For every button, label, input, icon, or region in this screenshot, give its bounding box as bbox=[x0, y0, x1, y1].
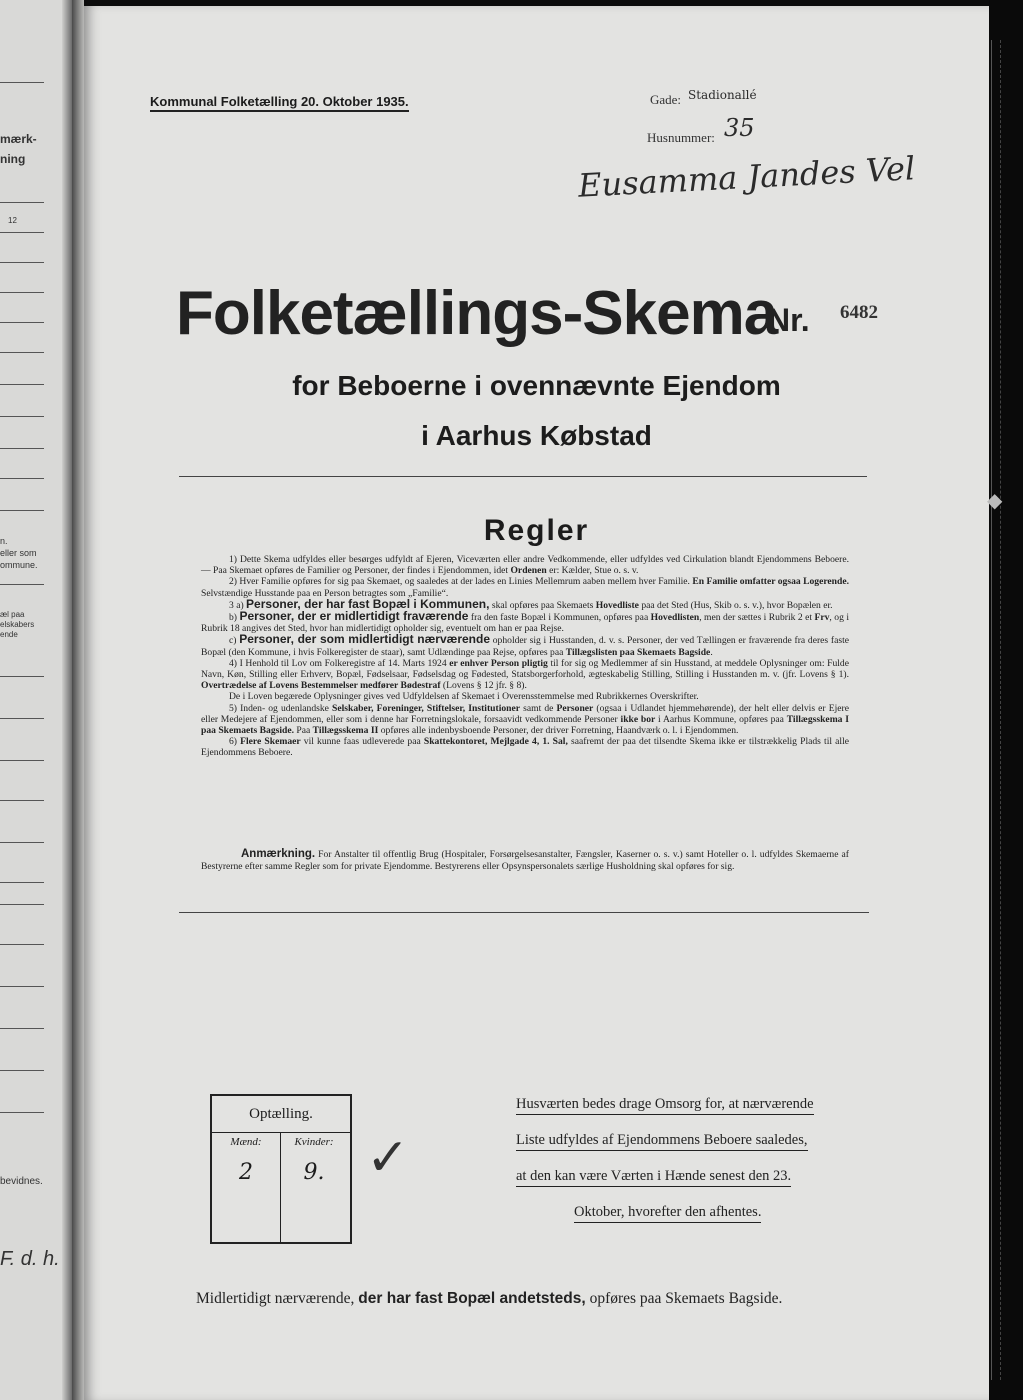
facing-page-rule bbox=[0, 1070, 44, 1071]
rule-paragraph: 2) Hver Familie opføres for sig paa Skemaet, og saaledes at der lades en Linies Mellemrum aaben mellem hver Familie. En Familie omfatter ogsaa Logerende. Selvstændige Husstande paa en Person betragtes som „Familie“. bbox=[201, 576, 849, 599]
facing-page-rule bbox=[0, 232, 44, 233]
form-subtitle: for Beboerne i ovennævnte Ejendom bbox=[292, 370, 781, 401]
facing-page-rule bbox=[0, 718, 44, 719]
rule-paragraph: c) Personer, der som midlertidigt nærværende opholder sig i Husstanden, d. v. s. Personer, der ved Tællingen er fraværende fra deres faste Bopæl (den Kommune, i hvis Folkeregister de staar), samt Udlændinge paa Rejse, opføres paa Tillægslisten paa Skemaets Bagside. bbox=[201, 632, 850, 658]
facing-page-fragment bbox=[0, 0, 72, 1400]
facing-page-rule bbox=[0, 882, 44, 883]
rule-paragraph: 4) I Henhold til Lov om Folkeregistre af 14. Marts 1924 er enhver Person pligtig til for sig og Medlemmer af sin Husstand, at meddele Oplysninger om: Fulde Navn, Køn, Stilling eller Erhverv, Bopæl, Fødselsaar, Fødselsdag og Fødested, Statsborgerforhold, ægteskabelig Stilling, Stilling i Husstanden m. v. (jfr. Lovens § 1). Overtrædelse af Lovens Bestemmelser medfører Bødestraf (Lovens § 12 jfr. § 8). bbox=[201, 657, 849, 692]
facing-page-rule bbox=[0, 842, 44, 843]
facing-page-rule bbox=[0, 416, 44, 417]
rules-heading: Regler bbox=[483, 514, 590, 547]
facing-page-text: bevidnes. bbox=[0, 1176, 43, 1187]
facing-page-rule bbox=[0, 676, 44, 677]
facing-page-rule bbox=[0, 800, 44, 801]
rule-paragraph: 6) Flere Skemaer vil kunne faas udleverede paa Skattekontoret, Mejlgade 4, 1. Sal, saafremt der paa det tilsendte Skema ikke er tilstrækkelig Plads til alle Ejendommens Beboere. bbox=[201, 736, 850, 759]
form-number: 6482 bbox=[840, 302, 878, 323]
tally-title: Optælling. bbox=[249, 1106, 313, 1122]
facing-page-text: n. bbox=[0, 536, 8, 546]
form-title: Folketællings-Skema bbox=[176, 279, 778, 348]
binding-marker-icon: ◆ bbox=[987, 490, 1003, 512]
street-value: Stadionallé bbox=[688, 88, 757, 102]
annotation-note: Anmærkning. For Anstalter til offentlig Brug (Hospitaler, Forsørgelsesanstalter, Fængsler, Kaserner o. s. v.) samt Hoteller o. l. udfyldes Skemaerne af Bestyrerne efter samme Regler som for private Ejendomme. Bestyrerens eller Opsynspersonalets særlige Husholdning skal opføres for sig. bbox=[201, 848, 849, 872]
book-spine bbox=[72, 0, 84, 1400]
facing-page-rule bbox=[0, 82, 44, 83]
men-count: 2 bbox=[239, 1160, 253, 1185]
facing-page-rule bbox=[0, 986, 44, 987]
facing-page-rule bbox=[0, 584, 44, 585]
facing-page-rule bbox=[0, 262, 44, 263]
facing-page-rule bbox=[0, 944, 44, 945]
women-count: 9. bbox=[303, 1160, 325, 1185]
house-number-label: Husnummer: bbox=[647, 130, 715, 145]
facing-page-signature: F. d. h. bbox=[0, 1248, 60, 1270]
facing-page-rule bbox=[0, 202, 44, 203]
facing-page-rule bbox=[0, 760, 44, 761]
facing-page-rule bbox=[0, 1112, 44, 1113]
facing-page-rule bbox=[0, 352, 44, 353]
facing-page-rule bbox=[0, 292, 44, 293]
street-label: Gade: bbox=[650, 92, 682, 107]
census-header: Kommunal Folketælling 20. Oktober 1935. bbox=[150, 94, 409, 112]
binding-strip bbox=[991, 40, 1001, 1380]
facing-page-text: ommune. bbox=[0, 560, 38, 570]
facing-page-text: eller som bbox=[0, 548, 37, 558]
facing-page-rule bbox=[0, 478, 44, 479]
landlord-notice-line: Husværten bedes drage Omsorg for, at nærværende bbox=[516, 1096, 814, 1115]
landlord-notice-line: Oktober, hvorefter den afhentes. bbox=[574, 1204, 761, 1223]
rule-paragraph: De i Loven begærede Oplysninger gives ved Udfyldelsen af Skemaet i Overensstemmelse med Rubrikkernes Overskrifter. bbox=[229, 691, 699, 703]
rule-paragraph: b) Personer, der er midlertidigt fraværende fra den faste Bopæl i Kommunen, opføres paa Hovedlisten, men der sættes i Rubrik 2 et Frv, og i Rubrik 18 angives det Sted, hvor han midlertidigt opholder sig, eventuelt om han er paa Rejse. bbox=[201, 609, 849, 635]
handwritten-owner-name: Eusamma Jandes Vel bbox=[577, 149, 917, 205]
facing-page-text: ning bbox=[0, 152, 26, 166]
tally-box bbox=[210, 1094, 352, 1244]
facing-page-rule bbox=[0, 510, 44, 511]
form-subtitle-location: i Aarhus Købstad bbox=[421, 420, 652, 451]
rules-bottom-divider bbox=[179, 912, 869, 913]
rule-paragraph: 3 a) Personer, der har fast Bopæl i Kommunen, skal opføres paa Skemaets Hovedliste paa det Sted (Hus, Skib o. s. v.), hvor Bopælen er. bbox=[229, 596, 833, 611]
facing-page-rule bbox=[0, 384, 44, 385]
rules-section bbox=[201, 554, 849, 759]
tally-column-divider bbox=[280, 1132, 281, 1242]
facing-page-rule bbox=[0, 1028, 44, 1029]
facing-page-rule bbox=[0, 448, 44, 449]
tally-divider bbox=[212, 1132, 350, 1133]
facing-page-rule bbox=[0, 322, 44, 323]
title-divider bbox=[179, 476, 867, 477]
page-gutter-shadow bbox=[62, 0, 72, 1400]
facing-page-text: æl paa bbox=[0, 610, 25, 619]
facing-page-text: elskabers bbox=[0, 620, 35, 629]
landlord-notice-line: at den kan være Værten i Hænde senest den 23. bbox=[516, 1168, 791, 1187]
house-number-value: 35 bbox=[724, 114, 755, 142]
footer-note: Midlertidigt nærværende, der har fast Bopæl andetsteds, opføres paa Skemaets Bagside. bbox=[196, 1290, 783, 1307]
facing-page-text: mærk- bbox=[0, 132, 37, 146]
form-number-label: Nr. bbox=[767, 302, 810, 338]
facing-page-text: ende bbox=[0, 630, 18, 639]
census-form-page bbox=[84, 6, 989, 1400]
check-mark-icon: ✓ bbox=[366, 1130, 410, 1187]
facing-page-text: 12 bbox=[8, 216, 17, 225]
facing-page-rule bbox=[0, 904, 44, 905]
rule-paragraph: 5) Inden- og udenlandske Selskaber, Foreninger, Stiftelser, Institutioner samt de Personer (ogsaa i Udlandet hjemmehørende), der helt eller delvis er Ejere eller Medejere af Ejendommen, eller som i denne har Forretningslokale, forsaavidt vedkommende Personer ikke bor i Aarhus Kommune, opføres paa Tillægsskema I paa Skemaets Bagside. Paa Tillægsskema II opføres alle indenbysboende Personer, der driver Forretning, Haandværk o. l. i Ejendommen. bbox=[201, 702, 849, 737]
men-label: Mænd: bbox=[230, 1136, 262, 1148]
women-label: Kvinder: bbox=[294, 1136, 334, 1148]
scan-right-edge bbox=[989, 0, 1023, 1400]
landlord-notice-line: Liste udfyldes af Ejendommens Beboere saaledes, bbox=[516, 1132, 808, 1151]
rule-paragraph: 1) Dette Skema udfyldes eller besørges udfyldt af Ejeren, Viceværten eller andre Vedkommende, eller udfyldes ved Cirkulation blandt Ejendommens Beboere. — Paa Skemaet opføres de Familier og Personer, der findes i Ejendommen, idet Ordenen er: Kælder, Stue o. s. v. bbox=[201, 554, 849, 577]
